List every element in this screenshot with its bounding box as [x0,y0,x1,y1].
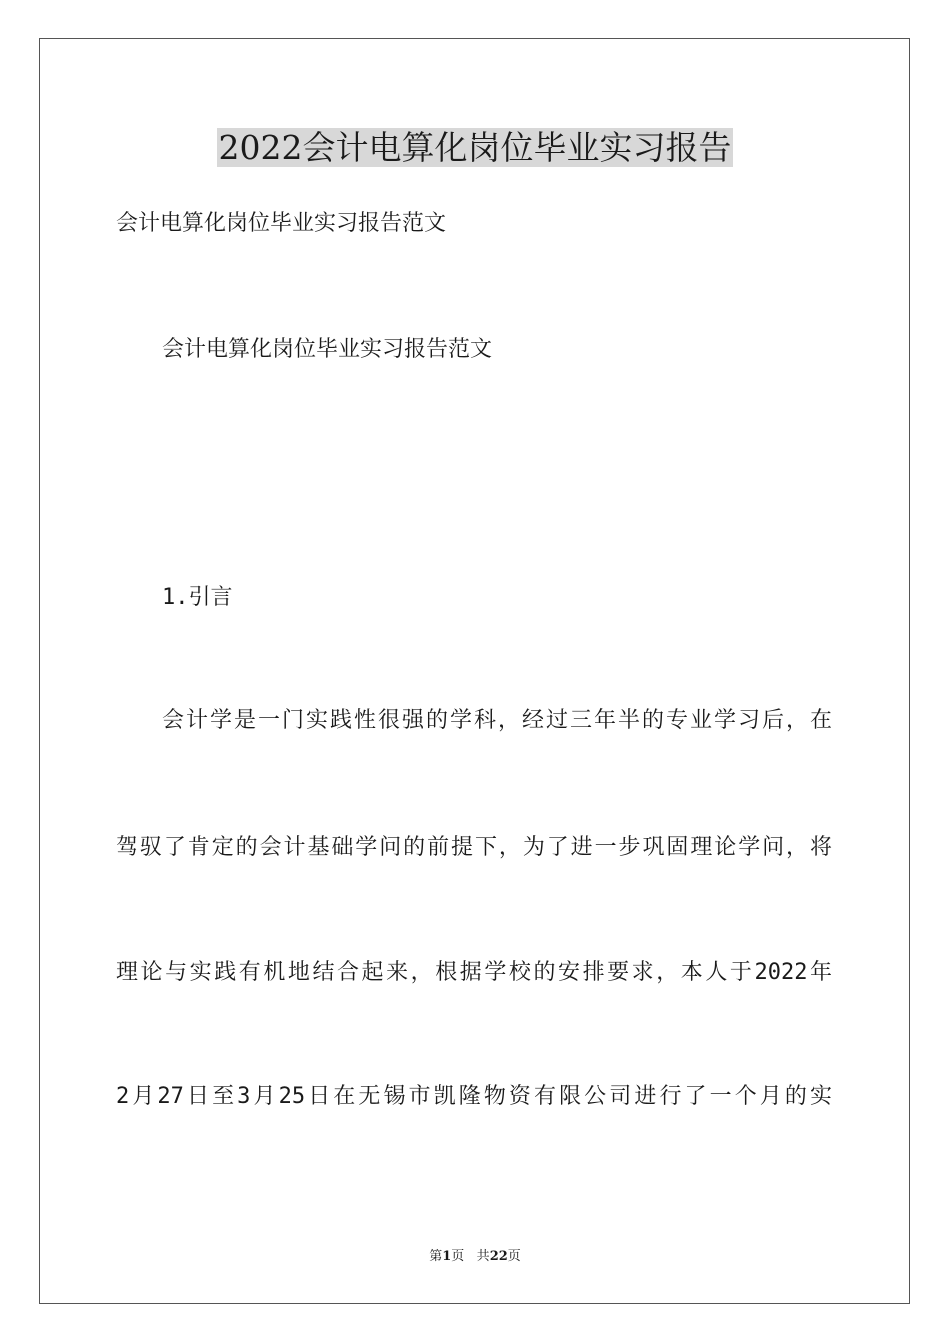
footer-total-pages: 22 [489,1249,508,1264]
document-title [0,126,950,170]
footer-total-prefix: 共 [476,1249,490,1264]
footer-page-number: 1 [442,1249,452,1264]
paragraph-line-2: 驾驭了肯定的会计基础学问的前提下，为了进一步巩固理论学问，将 [116,835,832,860]
footer-page-prefix: 第 [429,1249,443,1264]
section-heading: 1.引言 [162,585,233,610]
paragraph-line-1: 会计学是一门实践性很强的学科，经过三年半的专业学习后，在 [162,708,832,733]
footer-total-suffix: 页 [507,1249,521,1264]
subtitle-indented: 会计电算化岗位毕业实习报告范文 [162,337,493,362]
paragraph-line-3: 理论与实践有机地结合起来，根据学校的安排要求，本人于2022年 [116,960,832,985]
document-title-text: 2022会计电算化岗位毕业实习报告 [218,128,732,167]
footer-page-suffix: 页 [451,1249,465,1264]
subtitle-line: 会计电算化岗位毕业实习报告范文 [116,211,447,236]
page-footer [0,1248,950,1266]
paragraph-line-4: 2月27日至3月25日在无锡市凯隆物资有限公司进行了一个月的实 [116,1084,832,1109]
